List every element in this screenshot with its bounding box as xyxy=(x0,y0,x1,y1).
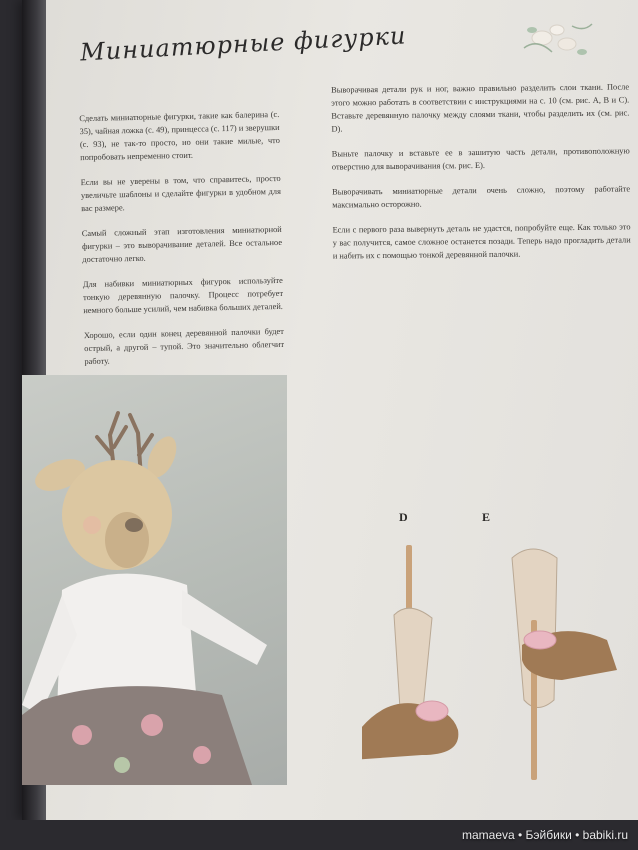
deer-doll-illustration xyxy=(22,375,287,785)
paragraph: Хорошо, если один конец деревянной палочки будет острый, а другой – тупой. Это значительно облегчит работу. xyxy=(83,326,285,367)
stuffing-illustration xyxy=(362,500,632,780)
paragraph: Выньте палочку и вставьте ее в зашитую часть детали, противоположную отверстию для выворачивания (см. рис. E). xyxy=(331,146,630,172)
paragraph: Сделать миниатюрные фигурки, такие как балерина (с. 35), чайная ложка (с. 49), принцесса (с. 117) и зверушки (с. 93), не так-то просто, но они такие милые, что попробовать непременно стоит. xyxy=(79,109,280,163)
paragraph: Выворачивая детали рук и ног, важно правильно разделить слои ткани. После этого можно работать в соответствии с инструкциями на с. 10 (см. рис. A, B и C). Вставьте деревянную палочку между слоями ткани, чтобы разделить их (см. рис. D). xyxy=(331,82,630,134)
page-title: Миниатюрные фигурки xyxy=(79,21,408,67)
figure-label-d: D xyxy=(399,510,408,524)
book-page xyxy=(22,0,638,820)
paragraph: Если с первого раза вывернуть деталь не удастся, попробуйте еще. Как только это у вас получится, самое сложное останется позади. Теперь надо прогладить детали и набить их с помощью тонкой деревянной палочки. xyxy=(332,222,631,261)
figure-d-drawing xyxy=(362,545,458,760)
right-text-column xyxy=(331,80,631,274)
paragraph: Самый сложный этап изготовления миниатюрной фигурки – это выворачивание деталей. Все остальное достаточно легко. xyxy=(81,224,283,265)
paragraph: Для набивки миниатюрных фигурок используйте тонкую деревянную палочку. Процесс потребует немного больше усилий, чем набивка больших деталей. xyxy=(82,275,284,316)
left-text-column xyxy=(79,108,285,380)
paragraph: Если вы не уверены в том, что справитесь, просто увеличьте шаблоны и сделайте фигурки в удобном для вас размере. xyxy=(80,173,282,214)
figure-e-drawing xyxy=(512,549,617,780)
flower-decoration xyxy=(512,8,602,68)
watermark: mamaeva • Бэйбики • babiki.ru xyxy=(461,828,628,842)
paragraph: Выворачивать миниатюрные детали очень сложно, поэтому работайте максимально осторожно. xyxy=(332,184,631,210)
figure-label-e: E xyxy=(482,510,491,524)
deer-doll-photo xyxy=(22,375,287,785)
